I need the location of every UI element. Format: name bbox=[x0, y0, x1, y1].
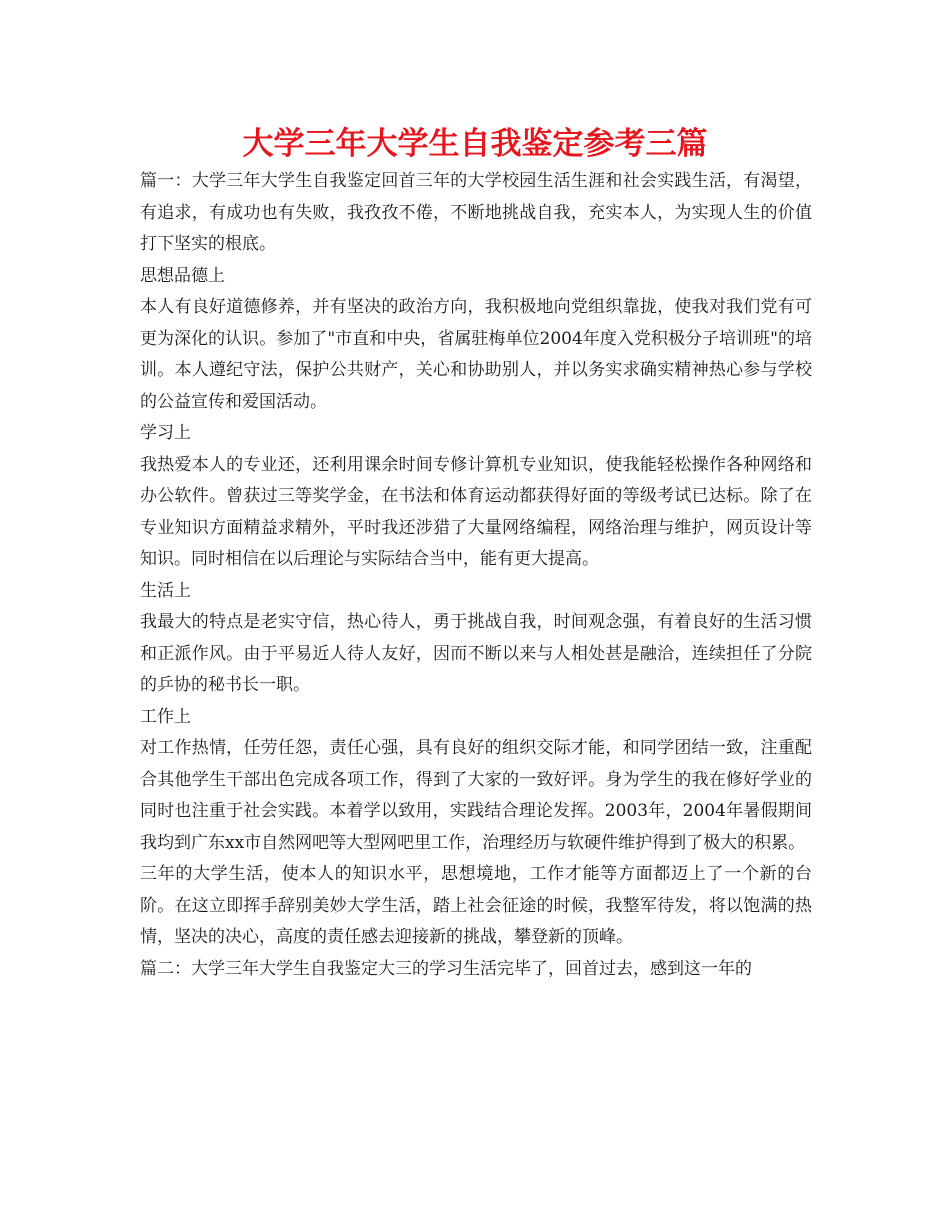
paragraph-summary: 三年的大学生活，使本人的知识水平，思想境地，工作才能等方面都迈上了一个新的台阶。在这立即挥手辞别美妙大学生活，踏上社会征途的时候，我整军待发，将以饱满的热情，坚决的决心，高度的责任感去迎接新的挑战，攀登新的顶峰。 bbox=[140, 864, 812, 947]
paragraph-work: 对工作热情，任劳任怨，责任心强，具有良好的组织交际才能，和同学团结一致，注重配合其他学生干部出色完成各项工作，得到了大家的一致好评。身为学生的我在修好学业的同时也注重于社会实践。本着学以致用，实践结合理论发挥。2003年，2004年暑假期间我均到广东xx市自然网吧等大型网吧里工作，治理经历与软硬件维护得到了极大的积累。 bbox=[140, 738, 812, 853]
paragraph-life: 我最大的特点是老实守信，热心待人，勇于挑战自我，时间观念强，有着良好的生活习惯和正派作风。由于平易近人待人友好，因而不断以来与人相处甚是融洽，连续担任了分院的乒协的秘书长一职。 bbox=[140, 612, 812, 695]
section-heading-study: 学习上 bbox=[140, 423, 191, 443]
document-body bbox=[140, 166, 812, 985]
document-title: 大学三年大学生自我鉴定参考三篇 bbox=[242, 126, 708, 162]
paragraph-ideology: 本人有良好道德修养，并有坚决的政治方向，我积极地向党组织靠拢，使我对我们党有可更为深化的认识。参加了"市直和中央，省属驻梅单位2004年度入党积极分子培训班"的培训。本人遵纪守法，保护公共财产，关心和协助别人，并以务实求确实精神热心参与学校的公益宣传和爱国活动。 bbox=[140, 297, 812, 412]
paragraph-intro-2: 篇二：大学三年大学生自我鉴定大三的学习生活完毕了，回首过去，感到这一年的 bbox=[140, 958, 752, 979]
section-heading-ideology: 思想品德上 bbox=[140, 265, 225, 286]
paragraph-study: 我热爱本人的专业还，还利用课余时间专修计算机专业知识，使我能轻松操作各种网络和办公软件。曾获过三等奖学金，在书法和体育运动都获得好面的等级考试已达标。除了在专业知识方面精益求精外，平时我还涉猎了大量网络编程，网络治理与维护，网页设计等知识。同时相信在以后理论与实际结合当中，能有更大提高。 bbox=[140, 454, 812, 569]
section-heading-life: 生活上 bbox=[140, 580, 191, 601]
paragraph-intro-1: 篇一：大学三年大学生自我鉴定回首三年的大学校园生活生涯和社会实践生活，有渴望，有追求，有成功也有失败，我孜孜不倦，不断地挑战自我，充实本人，为实现人生的价值打下坚实的根底。 bbox=[140, 171, 812, 254]
section-heading-work: 工作上 bbox=[140, 706, 191, 727]
